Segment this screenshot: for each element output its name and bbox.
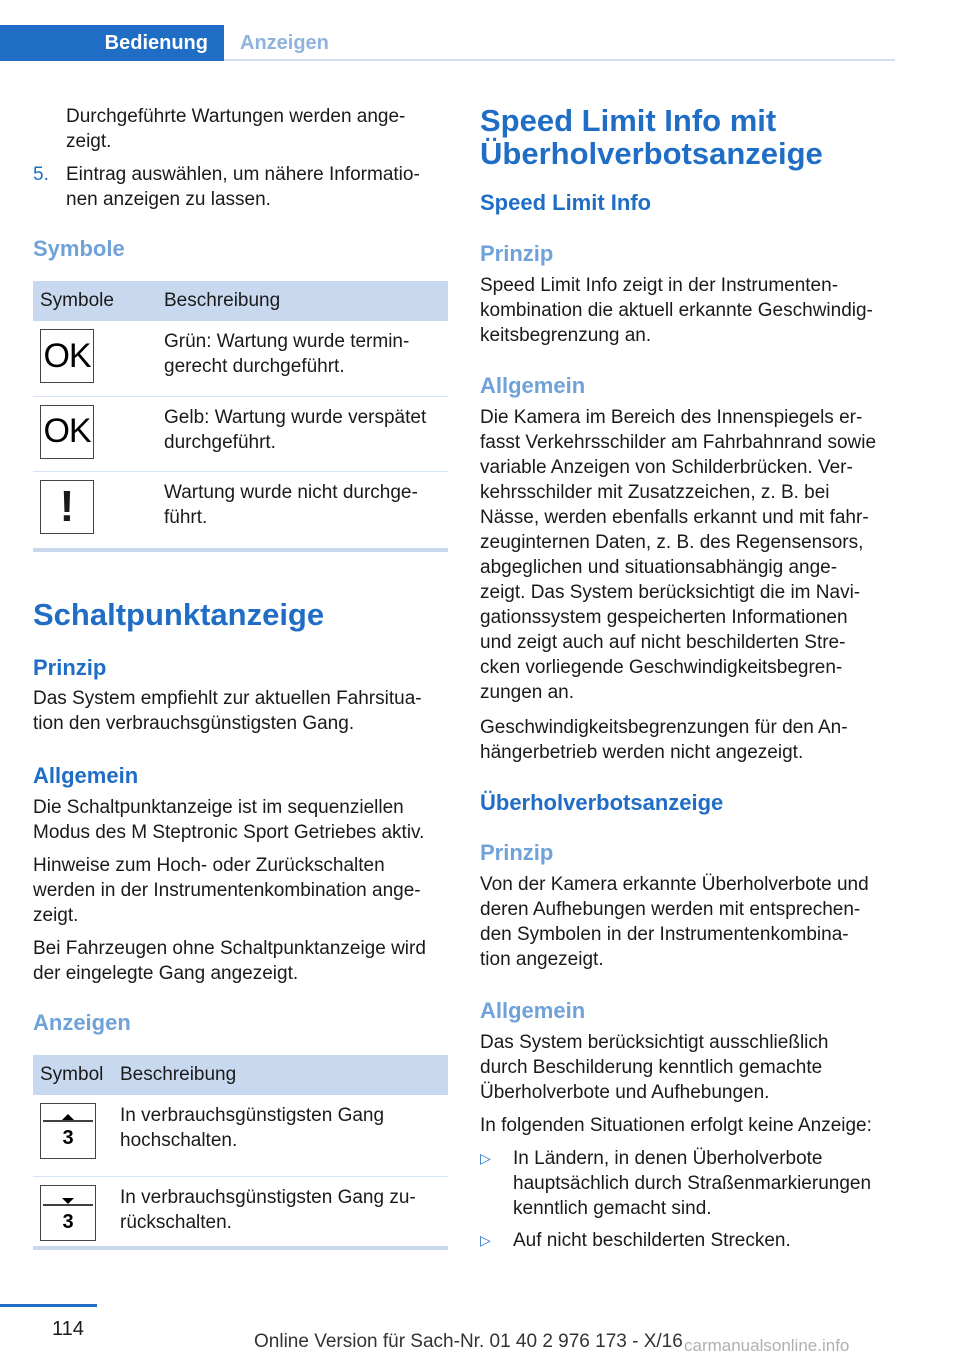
row-description: führt. <box>164 506 208 528</box>
text-line: durch Beschilderung kenntlich gemachte <box>480 1057 823 1078</box>
table-header-description: Beschreibung <box>164 281 448 321</box>
table-row <box>33 471 448 545</box>
gear-down-icon <box>40 1185 96 1241</box>
triangle-bullet-icon: ▷ <box>480 1150 491 1166</box>
exclamation-icon <box>40 480 94 534</box>
text-line: kenntlich gemacht sind. <box>513 1198 712 1219</box>
text-line: In Ländern, in denen Überholverbote <box>513 1148 823 1169</box>
list-item <box>480 1228 900 1253</box>
text-line: Hinweise zum Hoch- oder Zurückschalten <box>33 855 385 876</box>
intro-text <box>66 104 456 154</box>
row-description: durchgeführt. <box>164 431 276 453</box>
step-line: Eintrag auswählen, um nähere Informatio- <box>66 164 420 185</box>
row-description: In verbrauchsgünstigsten Gang zu- <box>120 1187 416 1208</box>
text-line: werden in der Instrumentenkombination ange- <box>33 880 421 901</box>
step-number: 5. <box>33 164 49 185</box>
text-line: den Symbolen in der Instrumentenkombina- <box>480 924 849 945</box>
online-version-text: Online Version für Sach-Nr. 01 40 2 976 173 - X/16 <box>254 1331 683 1352</box>
allgemein-text <box>33 795 453 845</box>
text-line: hängerbetrieb werden nicht angezeigt. <box>480 742 804 763</box>
step-5-text <box>66 162 456 212</box>
text-line: Die Schaltpunktanzeige ist im sequenziellen <box>33 797 404 818</box>
row-description: gerecht durchgeführt. <box>164 356 345 377</box>
text-line: abgeglichen und situationsabhängig ange- <box>480 557 838 578</box>
text-line: cken vorliegende Geschwindigkeitsbegren- <box>480 657 843 678</box>
text-line: Speed Limit Info zeigt in der Instrumenten- <box>480 275 839 296</box>
intro-line: zeigt. <box>66 131 112 152</box>
gear-number: 3 <box>62 1211 74 1233</box>
gear-up-icon <box>40 1103 96 1159</box>
header-tabs <box>0 25 895 61</box>
text-line: fasst Verkehrsschilder am Fahrbahnrand sowie <box>480 432 877 453</box>
text-line: deren Aufhebungen werden mit entsprechen- <box>480 899 861 920</box>
text-line: der eingelegte Gang angezeigt. <box>33 963 299 984</box>
text-line: zeigt. Das System berücksichtigt die im Navi- <box>480 582 861 603</box>
anzeigen-heading: Anzeigen <box>33 1010 131 1035</box>
step-line: nen anzeigen zu lassen. <box>66 189 271 210</box>
text-line: Nässe, werden ebenfalls erkannt und mit fahr- <box>480 507 869 528</box>
gear-number: 3 <box>62 1127 74 1149</box>
prinzip-heading: Prinzip <box>33 655 107 680</box>
ok-green-icon <box>40 329 94 383</box>
table-row <box>33 321 448 396</box>
fahrzeuge-text <box>33 936 453 986</box>
table-row <box>33 1095 448 1177</box>
row-description: In verbrauchsgünstigsten Gang <box>120 1105 385 1126</box>
speed-limit-title <box>480 104 823 170</box>
table-header-description: Beschreibung <box>120 1055 448 1095</box>
anzeigen-table <box>33 1055 448 1258</box>
symbole-heading: Symbole <box>33 236 125 261</box>
text-line: Von der Kamera erkannte Überholverbote und <box>480 874 869 895</box>
text-line: Modus des M Steptronic Sport Getriebes aktiv. <box>33 822 425 843</box>
text-line: zeuginternen Daten, z. B. des Regensensors, <box>480 532 864 553</box>
footer-rule <box>0 1304 97 1307</box>
ok-symbol-text: OK <box>43 412 91 450</box>
row-description: Wartung wurde nicht durchge- <box>164 481 418 503</box>
title-line: Speed Limit Info mit <box>480 103 777 138</box>
row-description: rückschalten. <box>120 1212 232 1233</box>
text-line: Das System empfiehlt zur aktuellen Fahrsitua- <box>33 688 422 709</box>
intro-line: Durchgeführte Wartungen werden ange- <box>66 106 406 127</box>
table-row <box>33 396 448 471</box>
prinzip-text <box>33 686 453 736</box>
text-line: keitsbegrenzung an. <box>480 325 652 346</box>
text-line: zeigt. <box>33 905 79 926</box>
ueber-allgemein-heading: Allgemein <box>480 998 586 1023</box>
row-description: hochschalten. <box>120 1130 238 1151</box>
text-line: Bei Fahrzeugen ohne Schaltpunktanzeige wird <box>33 938 426 959</box>
text-line: zungen an. <box>480 682 575 703</box>
tab-bedienung[interactable]: Bedienung <box>0 25 224 61</box>
text-line: hauptsächlich durch Straßenmarkierungen <box>513 1173 872 1194</box>
ok-symbol-text: OK <box>43 336 91 375</box>
table-bottom-rule <box>33 548 448 552</box>
text-line: Das System berücksichtigt ausschließlich <box>480 1032 829 1053</box>
ok-yellow-icon <box>40 405 94 459</box>
hinweise-text <box>33 853 453 928</box>
situations-text: In folgenden Situationen erfolgt keine Anzeige: <box>480 1115 872 1136</box>
sli-prinzip-heading: Prinzip <box>480 241 554 266</box>
ueber-prinzip-text <box>480 872 900 972</box>
text-line: kombination die aktuell erkannte Geschwindig- <box>480 300 873 321</box>
page-number: 114 <box>52 1318 84 1340</box>
symbole-table <box>33 281 448 545</box>
text-line: gationssystem gespeicherten Informationen <box>480 607 848 628</box>
row-description: Grün: Wartung wurde termin- <box>164 331 410 352</box>
text-line: Die Kamera im Bereich des Innenspiegels er- <box>480 407 863 428</box>
triangle-bullet-icon: ▷ <box>480 1232 491 1248</box>
exclamation-symbol-text: ! <box>59 482 75 531</box>
table-bottom-rule <box>33 1246 448 1250</box>
text-line: und zeigt auch auf nicht beschilderten Stre- <box>480 632 846 653</box>
text-line: Geschwindigkeitsbegrenzungen für den An- <box>480 717 848 738</box>
text-line: variable Anzeigen von Schilderbrücken. Ver- <box>480 457 853 478</box>
list-item <box>480 1146 900 1221</box>
watermark: carmanualsonline.info <box>684 1336 850 1355</box>
sli-prinzip-text <box>480 273 900 348</box>
header-divider <box>224 59 895 61</box>
text-line: Auf nicht beschilderten Strecken. <box>513 1230 791 1251</box>
ueber-prinzip-heading: Prinzip <box>480 840 554 865</box>
tab-anzeigen[interactable]: Anzeigen <box>240 31 329 54</box>
table-header-symbol: Symbole <box>33 281 164 321</box>
ueber-allgemein-text <box>480 1030 900 1105</box>
table-header-symbol: Symbol <box>33 1055 120 1095</box>
text-line: Überholverbote und Aufhebungen. <box>480 1082 770 1103</box>
allgemein-heading: Allgemein <box>33 763 139 788</box>
row-description: Gelb: Wartung wurde verspätet <box>164 406 427 428</box>
sli-anhaenger-text <box>480 715 900 765</box>
sli-allgemein-text <box>480 405 900 705</box>
sli-heading: Speed Limit Info <box>480 190 652 215</box>
title-line: Überholverbotsanzeige <box>480 136 823 171</box>
text-line: tion angezeigt. <box>480 949 604 970</box>
text-line: kehrsschilder mit Zusatzzeichen, z. B. bei <box>480 482 830 503</box>
ueberholverbot-heading: Überholverbotsanzeige <box>480 790 724 815</box>
schaltpunkt-title: Schaltpunktanzeige <box>33 597 325 632</box>
text-line: tion den verbrauchsgünstigsten Gang. <box>33 713 355 734</box>
sli-allgemein-heading: Allgemein <box>480 373 586 398</box>
